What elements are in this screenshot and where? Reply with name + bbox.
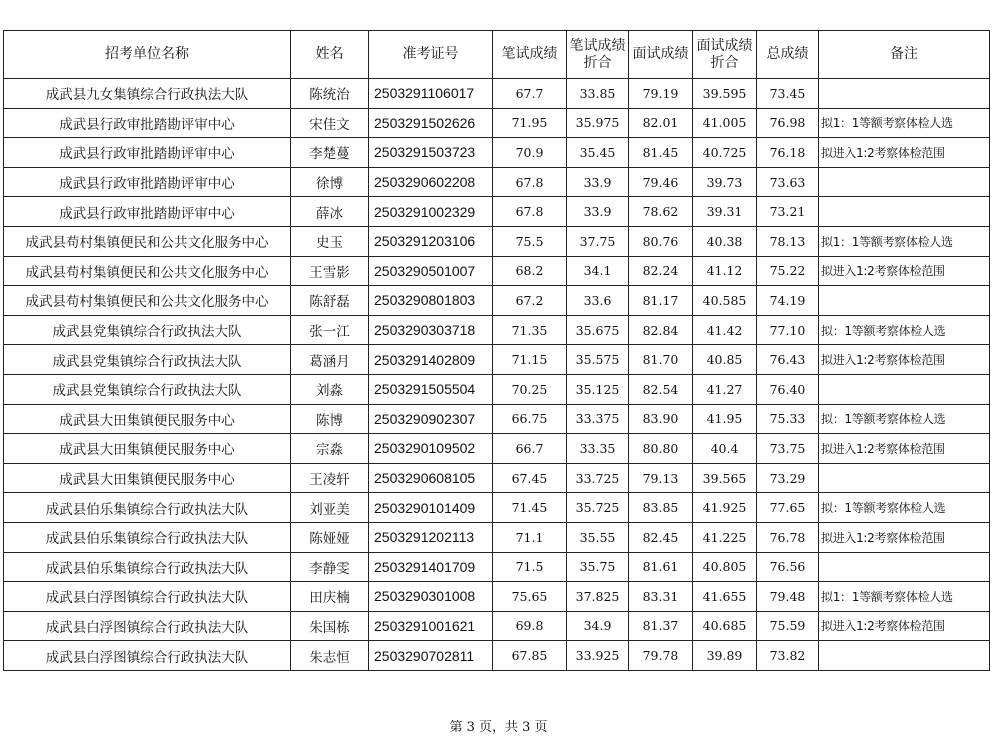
- cell-interview-score: 83.85: [629, 493, 693, 523]
- table-row: [4, 434, 990, 464]
- cell-exam-number: 2503290702811: [369, 641, 493, 671]
- cell-remarks: 拟进入1:2考察体检范围: [819, 434, 990, 464]
- table-row: [4, 315, 990, 345]
- cell-written-score: 66.7: [493, 434, 567, 464]
- cell-exam-number: 2503291505504: [369, 374, 493, 404]
- cell-interview-score: 82.84: [629, 315, 693, 345]
- cell-written-converted: 34.1: [567, 256, 629, 286]
- cell-written-score: 71.95: [493, 108, 567, 138]
- cell-unit: 成武县白浮图镇综合行政执法大队: [4, 641, 291, 671]
- cell-interview-converted: 41.005: [693, 108, 757, 138]
- cell-exam-number: 2503290902307: [369, 404, 493, 434]
- cell-unit: 成武县行政审批踏勘评审中心: [4, 197, 291, 227]
- cell-unit: 成武县行政审批踏勘评审中心: [4, 167, 291, 197]
- cell-written-converted: 33.35: [567, 434, 629, 464]
- cell-total-score: 77.65: [757, 493, 819, 523]
- table-row: [4, 493, 990, 523]
- cell-unit: 成武县大田集镇便民服务中心: [4, 404, 291, 434]
- cell-interview-score: 79.13: [629, 463, 693, 493]
- cell-total-score: 75.22: [757, 256, 819, 286]
- cell-remarks: [819, 197, 990, 227]
- cell-exam-number: 2503291203106: [369, 226, 493, 256]
- cell-written-converted: 33.725: [567, 463, 629, 493]
- cell-exam-number: 2503291002329: [369, 197, 493, 227]
- cell-total-score: 76.18: [757, 138, 819, 168]
- cell-name: 张一江: [291, 315, 369, 345]
- cell-remarks: 拟进入1:2考察体检范围: [819, 138, 990, 168]
- cell-written-converted: 33.925: [567, 641, 629, 671]
- cell-remarks: [819, 79, 990, 109]
- cell-name: 朱国栋: [291, 611, 369, 641]
- cell-total-score: 76.98: [757, 108, 819, 138]
- cell-exam-number: 2503290303718: [369, 315, 493, 345]
- header-remarks: 备注: [819, 31, 990, 79]
- cell-written-converted: 37.825: [567, 582, 629, 612]
- cell-interview-score: 81.45: [629, 138, 693, 168]
- cell-interview-converted: 40.585: [693, 286, 757, 316]
- table-row: [4, 108, 990, 138]
- table-row: [4, 582, 990, 612]
- table-row: [4, 345, 990, 375]
- cell-exam-number: 2503291401709: [369, 552, 493, 582]
- cell-interview-score: 80.80: [629, 434, 693, 464]
- cell-written-converted: 35.725: [567, 493, 629, 523]
- cell-total-score: 73.82: [757, 641, 819, 671]
- cell-written-score: 75.5: [493, 226, 567, 256]
- cell-remarks: 拟进入1:2考察体检范围: [819, 345, 990, 375]
- cell-written-converted: 35.45: [567, 138, 629, 168]
- cell-name: 王凌轩: [291, 463, 369, 493]
- cell-total-score: 73.29: [757, 463, 819, 493]
- cell-written-score: 67.8: [493, 197, 567, 227]
- cell-total-score: 78.13: [757, 226, 819, 256]
- cell-name: 朱志恒: [291, 641, 369, 671]
- cell-written-score: 71.5: [493, 552, 567, 582]
- cell-exam-number: 2503291106017: [369, 79, 493, 109]
- header-unit: 招考单位名称: [4, 31, 291, 79]
- cell-written-converted: 35.975: [567, 108, 629, 138]
- cell-unit: 成武县大田集镇便民服务中心: [4, 434, 291, 464]
- header-total-score: 总成绩: [757, 31, 819, 79]
- cell-unit: 成武县行政审批踏勘评审中心: [4, 138, 291, 168]
- header-exam-number: 准考证号: [369, 31, 493, 79]
- cell-written-score: 66.75: [493, 404, 567, 434]
- cell-written-converted: 37.75: [567, 226, 629, 256]
- cell-name: 徐博: [291, 167, 369, 197]
- cell-unit: 成武县苟村集镇便民和公共文化服务中心: [4, 226, 291, 256]
- cell-interview-converted: 39.73: [693, 167, 757, 197]
- cell-remarks: 拟进入1:2考察体检范围: [819, 611, 990, 641]
- cell-unit: 成武县党集镇综合行政执法大队: [4, 315, 291, 345]
- table-row: [4, 226, 990, 256]
- cell-name: 薛冰: [291, 197, 369, 227]
- cell-interview-converted: 39.565: [693, 463, 757, 493]
- cell-written-converted: 35.675: [567, 315, 629, 345]
- cell-interview-converted: 40.38: [693, 226, 757, 256]
- cell-remarks: 拟：1等额考察体检人选: [819, 404, 990, 434]
- cell-written-score: 67.45: [493, 463, 567, 493]
- cell-interview-converted: 41.655: [693, 582, 757, 612]
- header-row: [4, 31, 990, 79]
- cell-exam-number: 2503291502626: [369, 108, 493, 138]
- cell-remarks: 拟1：1等额考察体检人选: [819, 108, 990, 138]
- cell-total-score: 73.45: [757, 79, 819, 109]
- cell-remarks: 拟：1等额考察体检人选: [819, 315, 990, 345]
- cell-interview-converted: 41.925: [693, 493, 757, 523]
- cell-written-converted: 33.6: [567, 286, 629, 316]
- cell-unit: 成武县苟村集镇便民和公共文化服务中心: [4, 286, 291, 316]
- cell-interview-converted: 40.685: [693, 611, 757, 641]
- cell-written-score: 70.9: [493, 138, 567, 168]
- header-name: 姓名: [291, 31, 369, 79]
- cell-interview-score: 82.45: [629, 522, 693, 552]
- cell-name: 陈娅娅: [291, 522, 369, 552]
- header-written-score: 笔试成绩: [493, 31, 567, 79]
- cell-total-score: 76.40: [757, 374, 819, 404]
- cell-written-score: 67.85: [493, 641, 567, 671]
- cell-interview-score: 82.54: [629, 374, 693, 404]
- score-table: [3, 30, 990, 671]
- cell-name: 刘亚美: [291, 493, 369, 523]
- cell-written-converted: 35.575: [567, 345, 629, 375]
- cell-name: 王雪影: [291, 256, 369, 286]
- cell-exam-number: 2503291001621: [369, 611, 493, 641]
- cell-written-score: 75.65: [493, 582, 567, 612]
- table-row: [4, 167, 990, 197]
- cell-interview-converted: 39.595: [693, 79, 757, 109]
- cell-name: 李楚蔓: [291, 138, 369, 168]
- cell-name: 陈统治: [291, 79, 369, 109]
- header-interview-converted: 面试成绩折合: [693, 31, 757, 79]
- cell-exam-number: 2503290109502: [369, 434, 493, 464]
- table-row: [4, 552, 990, 582]
- cell-unit: 成武县行政审批踏勘评审中心: [4, 108, 291, 138]
- cell-remarks: 拟：1等额考察体检人选: [819, 493, 990, 523]
- cell-total-score: 75.33: [757, 404, 819, 434]
- cell-interview-score: 82.01: [629, 108, 693, 138]
- cell-written-converted: 35.55: [567, 522, 629, 552]
- table-row: [4, 611, 990, 641]
- cell-total-score: 74.19: [757, 286, 819, 316]
- cell-interview-score: 83.90: [629, 404, 693, 434]
- cell-unit: 成武县党集镇综合行政执法大队: [4, 345, 291, 375]
- cell-total-score: 73.21: [757, 197, 819, 227]
- header-written-converted: 笔试成绩折合: [567, 31, 629, 79]
- cell-written-score: 71.15: [493, 345, 567, 375]
- cell-remarks: 拟1：1等额考察体检人选: [819, 582, 990, 612]
- table-row: [4, 463, 990, 493]
- cell-remarks: [819, 374, 990, 404]
- cell-name: 史玉: [291, 226, 369, 256]
- cell-unit: 成武县苟村集镇便民和公共文化服务中心: [4, 256, 291, 286]
- cell-remarks: 拟1：1等额考察体检人选: [819, 226, 990, 256]
- cell-written-converted: 33.9: [567, 197, 629, 227]
- cell-total-score: 76.78: [757, 522, 819, 552]
- cell-interview-converted: 39.89: [693, 641, 757, 671]
- cell-remarks: [819, 463, 990, 493]
- cell-total-score: 79.48: [757, 582, 819, 612]
- cell-remarks: 拟进入1:2考察体检范围: [819, 256, 990, 286]
- cell-name: 宋佳文: [291, 108, 369, 138]
- cell-written-converted: 33.375: [567, 404, 629, 434]
- cell-exam-number: 2503291202113: [369, 522, 493, 552]
- cell-name: 李静雯: [291, 552, 369, 582]
- cell-remarks: [819, 641, 990, 671]
- cell-unit: 成武县伯乐集镇综合行政执法大队: [4, 522, 291, 552]
- table-row: [4, 138, 990, 168]
- cell-unit: 成武县伯乐集镇综合行政执法大队: [4, 493, 291, 523]
- cell-unit: 成武县伯乐集镇综合行政执法大队: [4, 552, 291, 582]
- cell-interview-score: 79.46: [629, 167, 693, 197]
- cell-exam-number: 2503290501007: [369, 256, 493, 286]
- cell-interview-score: 82.24: [629, 256, 693, 286]
- cell-unit: 成武县大田集镇便民服务中心: [4, 463, 291, 493]
- cell-written-converted: 35.75: [567, 552, 629, 582]
- table-row: [4, 197, 990, 227]
- cell-interview-converted: 41.225: [693, 522, 757, 552]
- cell-exam-number: 2503290101409: [369, 493, 493, 523]
- cell-written-score: 68.2: [493, 256, 567, 286]
- table-row: [4, 404, 990, 434]
- header-interview-score: 面试成绩: [629, 31, 693, 79]
- cell-written-converted: 33.85: [567, 79, 629, 109]
- cell-interview-converted: 41.95: [693, 404, 757, 434]
- cell-remarks: [819, 167, 990, 197]
- cell-unit: 成武县白浮图镇综合行政执法大队: [4, 611, 291, 641]
- table-row: [4, 522, 990, 552]
- cell-written-score: 67.8: [493, 167, 567, 197]
- table-body: [4, 79, 990, 671]
- cell-written-score: 69.8: [493, 611, 567, 641]
- cell-remarks: [819, 552, 990, 582]
- table-row: [4, 79, 990, 109]
- cell-name: 田庆楠: [291, 582, 369, 612]
- cell-interview-score: 81.37: [629, 611, 693, 641]
- cell-written-score: 71.1: [493, 522, 567, 552]
- cell-interview-converted: 40.85: [693, 345, 757, 375]
- cell-interview-score: 79.78: [629, 641, 693, 671]
- cell-total-score: 73.75: [757, 434, 819, 464]
- cell-interview-score: 81.70: [629, 345, 693, 375]
- cell-unit: 成武县白浮图镇综合行政执法大队: [4, 582, 291, 612]
- cell-interview-score: 81.17: [629, 286, 693, 316]
- cell-total-score: 76.56: [757, 552, 819, 582]
- table-row: [4, 256, 990, 286]
- cell-remarks: [819, 286, 990, 316]
- cell-interview-score: 78.62: [629, 197, 693, 227]
- table-row: [4, 374, 990, 404]
- cell-exam-number: 2503290602208: [369, 167, 493, 197]
- cell-remarks: 拟进入1:2考察体检范围: [819, 522, 990, 552]
- cell-name: 陈博: [291, 404, 369, 434]
- cell-interview-converted: 40.805: [693, 552, 757, 582]
- cell-total-score: 77.10: [757, 315, 819, 345]
- cell-exam-number: 2503291503723: [369, 138, 493, 168]
- cell-interview-converted: 41.27: [693, 374, 757, 404]
- cell-written-score: 71.45: [493, 493, 567, 523]
- cell-name: 宗淼: [291, 434, 369, 464]
- cell-unit: 成武县九女集镇综合行政执法大队: [4, 79, 291, 109]
- cell-interview-score: 80.76: [629, 226, 693, 256]
- cell-interview-converted: 40.4: [693, 434, 757, 464]
- cell-written-converted: 33.9: [567, 167, 629, 197]
- table-row: [4, 641, 990, 671]
- table-row: [4, 286, 990, 316]
- cell-written-score: 71.35: [493, 315, 567, 345]
- cell-written-score: 67.2: [493, 286, 567, 316]
- cell-interview-converted: 41.12: [693, 256, 757, 286]
- cell-written-score: 67.7: [493, 79, 567, 109]
- cell-interview-score: 79.19: [629, 79, 693, 109]
- cell-total-score: 73.63: [757, 167, 819, 197]
- cell-total-score: 75.59: [757, 611, 819, 641]
- cell-interview-converted: 41.42: [693, 315, 757, 345]
- cell-interview-converted: 40.725: [693, 138, 757, 168]
- cell-total-score: 76.43: [757, 345, 819, 375]
- cell-interview-score: 83.31: [629, 582, 693, 612]
- cell-written-converted: 35.125: [567, 374, 629, 404]
- cell-exam-number: 2503290301008: [369, 582, 493, 612]
- cell-name: 陈舒磊: [291, 286, 369, 316]
- cell-interview-score: 81.61: [629, 552, 693, 582]
- page-footer: 第 3 页，共 3 页: [449, 720, 548, 735]
- cell-exam-number: 2503290801803: [369, 286, 493, 316]
- cell-exam-number: 2503290608105: [369, 463, 493, 493]
- cell-name: 刘淼: [291, 374, 369, 404]
- cell-written-score: 70.25: [493, 374, 567, 404]
- cell-unit: 成武县党集镇综合行政执法大队: [4, 374, 291, 404]
- cell-name: 葛涵月: [291, 345, 369, 375]
- cell-written-converted: 34.9: [567, 611, 629, 641]
- cell-exam-number: 2503291402809: [369, 345, 493, 375]
- cell-interview-converted: 39.31: [693, 197, 757, 227]
